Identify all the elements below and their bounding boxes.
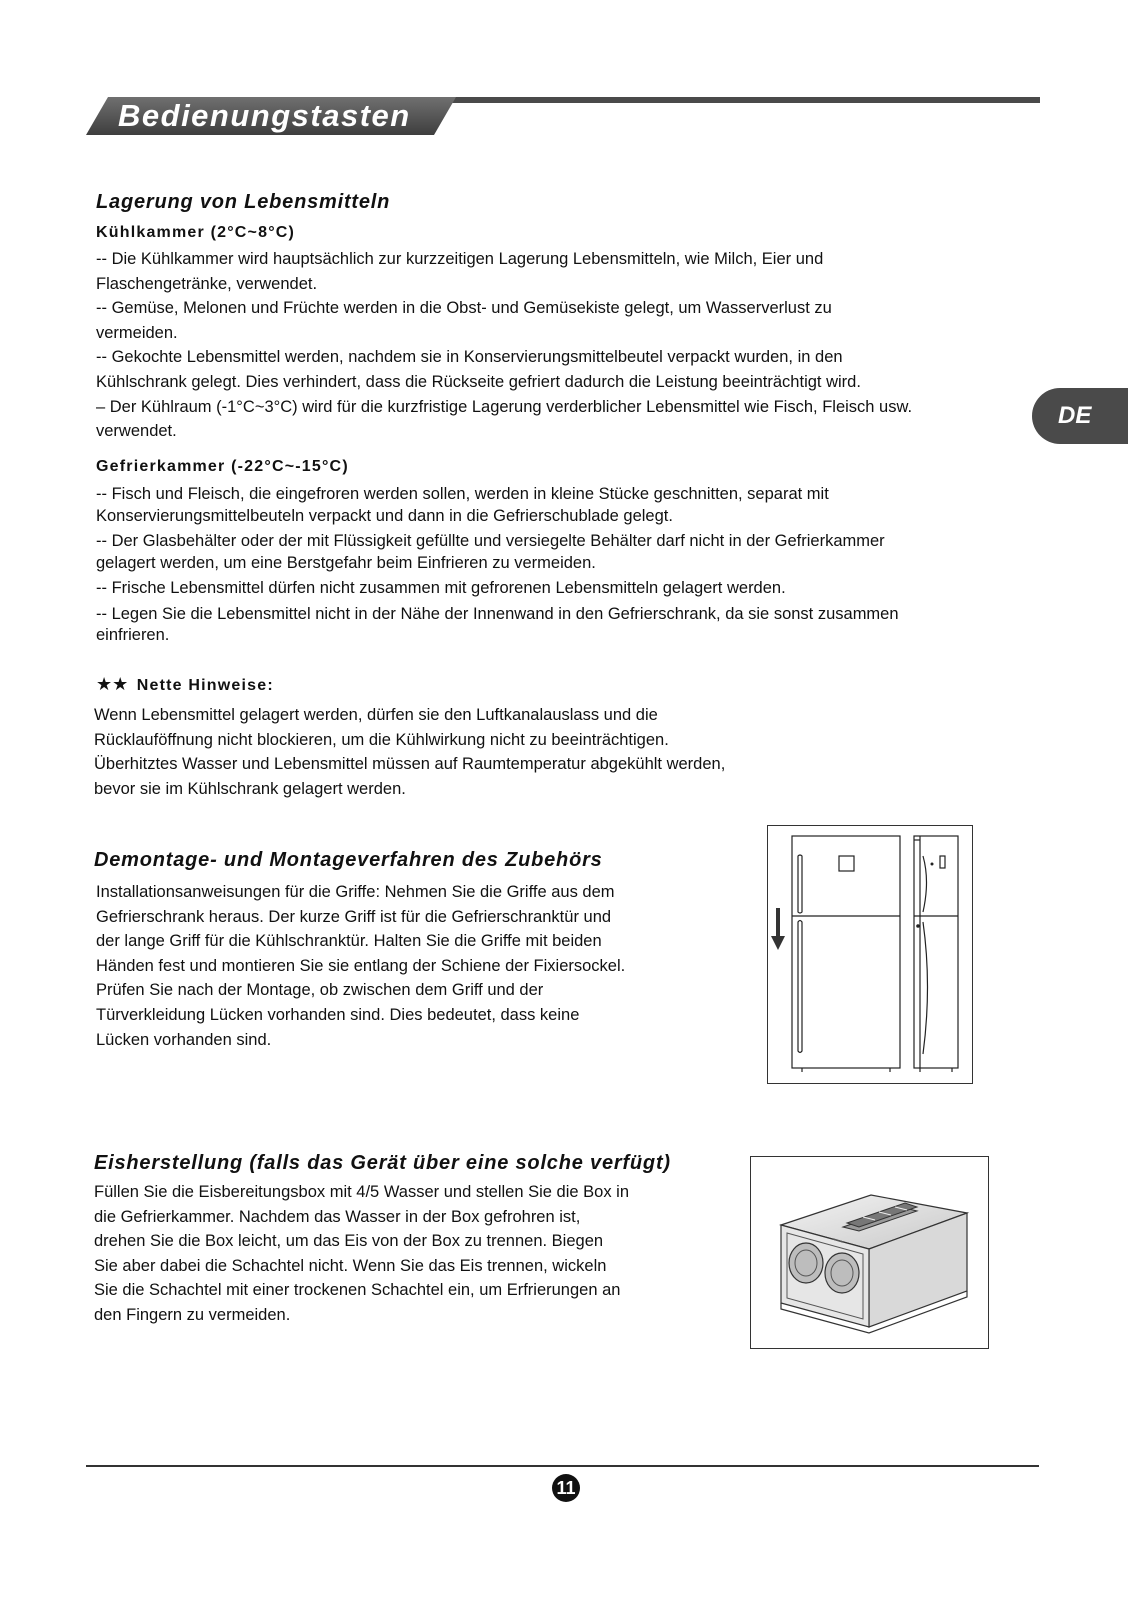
tips-heading: Nette Hinweise: xyxy=(136,677,274,694)
tips-text xyxy=(94,703,854,801)
tips-heading-row xyxy=(96,674,274,695)
text-line: die Gefrierkammer. Nachdem das Wasser in der Box gefrohren ist, xyxy=(94,1207,581,1226)
refrigerator-handle-illustration xyxy=(767,825,973,1084)
fridge-text xyxy=(96,247,1026,444)
page-title: Bedienungstasten xyxy=(118,98,411,133)
text-line: Rücklauföffnung nicht blockieren, um die Kühlwirkung nicht zu beeinträchtigen. xyxy=(94,730,669,749)
footer-rule xyxy=(86,1465,1039,1467)
text-line: bevor sie im Kühlschrank gelagert werden. xyxy=(94,779,406,798)
text-line: -- Gemüse, Melonen und Früchte werden in die Obst- und Gemüsekiste gelegt, um Wasserverlust zu xyxy=(96,299,832,318)
text-line: Prüfen Sie nach der Montage, ob zwischen dem Griff und der xyxy=(96,981,544,1000)
text-line: -- Legen Sie die Lebensmittel nicht in der Nähe der Innenwand in den Gefrierschrank, da sie sonst zusammen xyxy=(96,604,899,623)
text-line: Konservierungsmittelbeuteln verpackt und dann in die Gefrierschublade gelegt. xyxy=(96,506,673,525)
freezer-item xyxy=(96,578,1026,600)
freezer-text xyxy=(96,484,1026,647)
text-line: Füllen Sie die Eisbereitungsbox mit 4/5 Wasser und stellen Sie die Box in xyxy=(94,1183,630,1201)
text-line: Wenn Lebensmittel gelagert werden, dürfen sie den Luftkanalauslass und die xyxy=(94,706,658,724)
freezer-item xyxy=(96,531,1026,574)
text-line: Kühlschrank gelegt. Dies verhindert, dass die Rückseite gefriert dadurch die Leistung beeinträchtigt wird. xyxy=(96,372,861,391)
text-line: Händen fest und montieren Sie sie entlang der Schiene der Fixiersockel. xyxy=(96,956,626,975)
text-line: verwendet. xyxy=(96,422,177,441)
text-line: -- Die Kühlkammer wird hauptsächlich zur kurzzeitigen Lagerung Lebensmitteln, wie Milch, Eier und xyxy=(96,250,824,268)
ice-box-icon xyxy=(751,1157,988,1348)
text-line: vermeiden. xyxy=(96,323,178,342)
text-line: gelagert werden, um eine Berstgefahr beim Einfrieren zu vermeiden. xyxy=(96,553,596,572)
text-line: Lücken vorhanden sind. xyxy=(96,1030,272,1049)
text-line: -- Gekochte Lebensmittel werden, nachdem sie in Konservierungsmittelbeutel verpackt wurden, in den xyxy=(96,348,843,367)
text-line: den Fingern zu vermeiden. xyxy=(94,1305,291,1324)
header-rule xyxy=(440,97,1040,103)
text-line: drehen Sie die Box leicht, um das Eis von der Box zu trennen. Biegen xyxy=(94,1232,604,1251)
language-tab-label: DE xyxy=(1058,402,1092,429)
text-line: Installationsanweisungen für die Griffe: Nehmen Sie die Griffe aus dem xyxy=(96,883,615,901)
text-line: Flaschengetränke, verwendet. xyxy=(96,274,318,293)
accessories-text xyxy=(96,880,716,1052)
text-line: der lange Griff für die Kühlschranktür. Halten Sie die Griffe mit beiden xyxy=(96,932,602,951)
star-icon: ★★ xyxy=(96,674,129,694)
text-line: -- Frische Lebensmittel dürfen nicht zusammen mit gefrorenen Lebensmitteln gelagert werden. xyxy=(96,579,786,597)
ice-text xyxy=(94,1180,714,1328)
text-line: Türverkleidung Lücken vorhanden sind. Dies bedeutet, dass keine xyxy=(96,1005,580,1024)
text-line: einfrieren. xyxy=(96,626,170,644)
page-number: 11 xyxy=(552,1474,580,1502)
text-line: – Der Kühlraum (-1°C~3°C) wird für die kurzfristige Lagerung verderblicher Lebensmittel wie Fisch, Fleisch usw. xyxy=(96,397,913,416)
text-line: Sie aber dabei die Schachtel nicht. Wenn Sie das Eis trennen, wickeln xyxy=(94,1256,607,1275)
ice-section-title: Eisherstellung (falls das Gerät über eine solche verfügt) xyxy=(94,1152,671,1174)
accessories-section-title: Demontage- und Montageverfahren des Zubehörs xyxy=(94,849,603,871)
ice-box-illustration xyxy=(750,1156,989,1349)
refrigerator-icon xyxy=(768,826,972,1083)
text-line: Gefrierschrank heraus. Der kurze Griff ist für die Gefrierschranktür und xyxy=(96,907,612,926)
text-line: -- Der Glasbehälter oder der mit Flüssigkeit gefüllte und versiegelte Behälter darf nicht in der Gefrierkammer xyxy=(96,532,885,550)
text-line: Überhitztes Wasser und Lebensmittel müssen auf Raumtemperatur abgekühlt werden, xyxy=(94,755,726,774)
text-line: Sie die Schachtel mit einer trockenen Schachtel ein, um Erfrierungen an xyxy=(94,1281,621,1300)
freezer-item xyxy=(96,484,1026,527)
freezer-item xyxy=(96,604,1026,647)
fridge-heading: Kühlkammer (2°C~8°C) xyxy=(96,224,296,241)
text-line: -- Fisch und Fleisch, die eingefroren werden sollen, werden in kleine Stücke geschnitten, separat mit xyxy=(96,485,829,503)
freezer-heading: Gefrierkammer (-22°C~-15°C) xyxy=(96,458,349,475)
storage-section-title: Lagerung von Lebensmitteln xyxy=(96,191,391,213)
